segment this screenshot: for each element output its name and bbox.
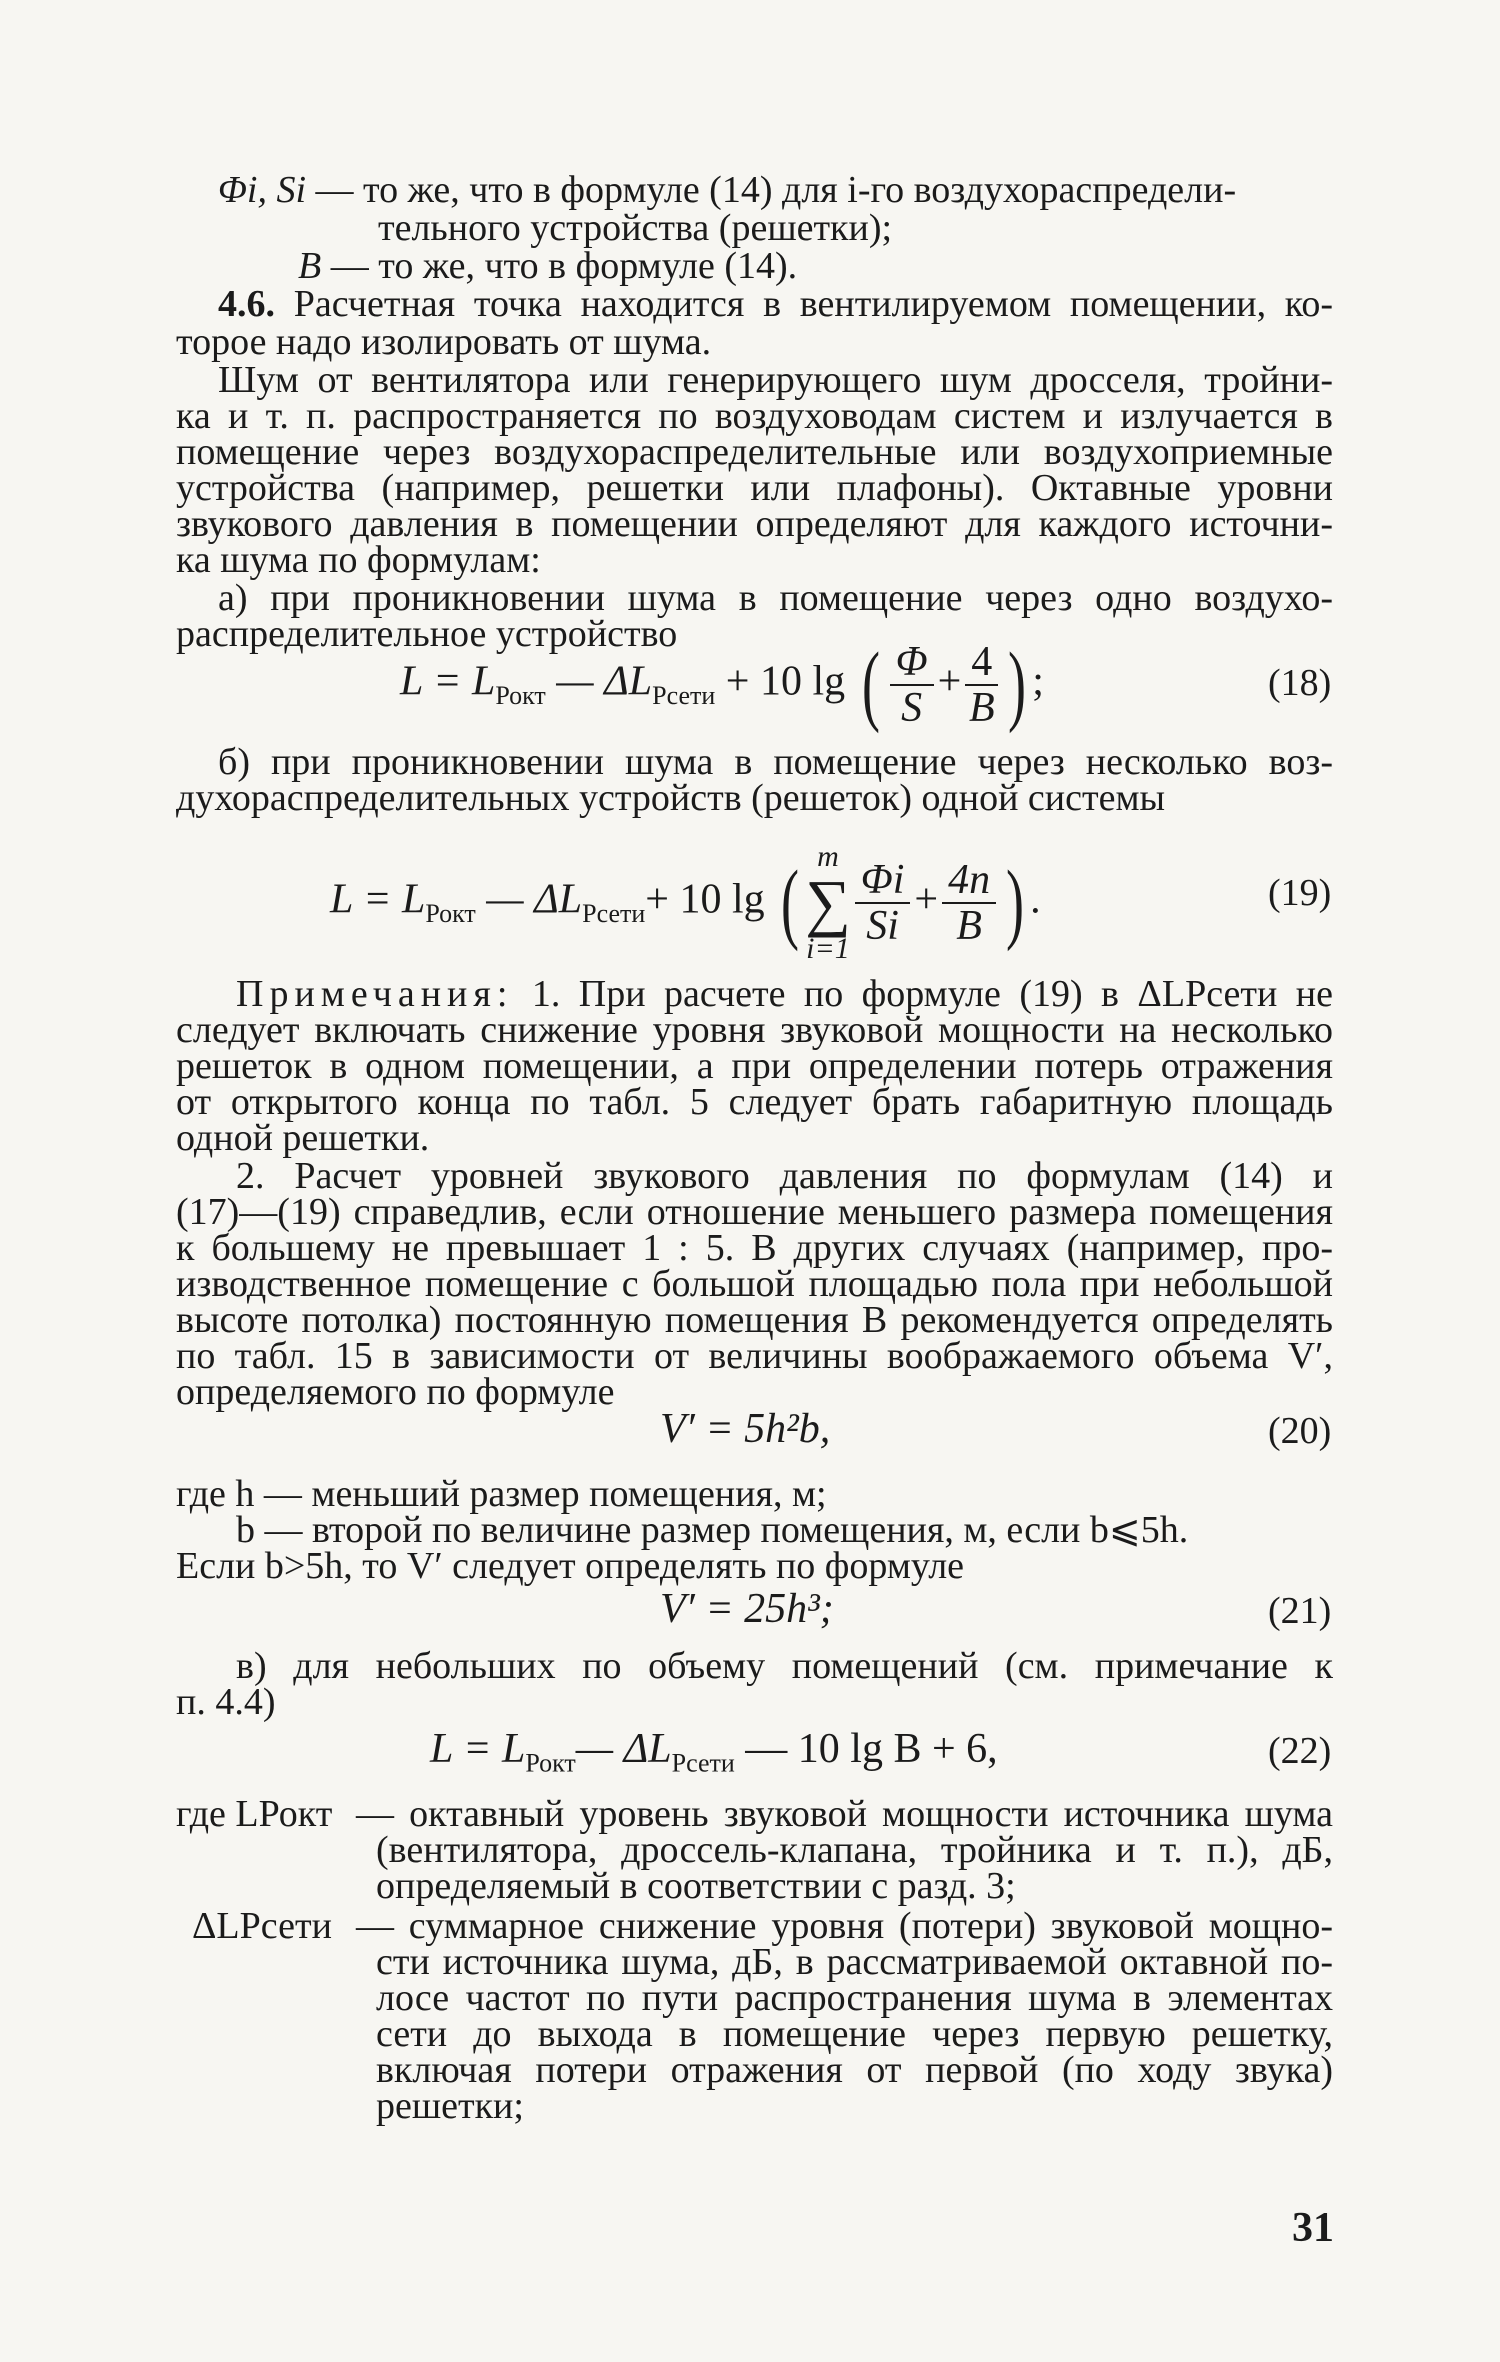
def-lpokt-line: (вентилятора, дроссель-клапана, тройника и т. п.), дБ, xyxy=(376,1829,1333,1871)
def-text: — то же, что в формуле (14). xyxy=(330,245,798,287)
equation-21: V′ = 25h³; xyxy=(660,1586,834,1632)
eq-part: L = L xyxy=(430,1726,526,1772)
paragraph-line: устройства (например, решетки или плафоны). Октавные уровни xyxy=(176,467,1333,509)
left-paren: ( xyxy=(861,635,880,734)
denominator: Si xyxy=(866,903,899,949)
def-term: Φi, Si xyxy=(218,169,307,211)
eq-part: L = L xyxy=(400,658,496,705)
eq-subscript: Рокт xyxy=(525,1748,576,1778)
paragraph-line: ка шума по формулам: xyxy=(176,539,541,581)
sum-sign: m ∑ i=1 xyxy=(805,840,851,965)
eq-part: + 10 lg xyxy=(645,876,765,923)
eq-subscript: Рокт xyxy=(425,899,476,929)
def-lpokt-line: — октавный уровень звуковой мощности источника шума xyxy=(356,1793,1333,1835)
left-paren: ( xyxy=(781,853,800,952)
note2-line: высоте потолка) постоянную помещения B рекомендуется определять xyxy=(176,1299,1333,1341)
section-4-6-line1 xyxy=(218,283,1333,325)
notes-line1 xyxy=(236,973,1333,1015)
eq-part: ; xyxy=(1032,658,1044,705)
equation-number-22: (22) xyxy=(1268,1730,1332,1772)
eq-part: — 10 lg B + 6, xyxy=(734,1726,998,1772)
equation-22 xyxy=(430,1724,998,1788)
paragraph-line: ка и т. п. распространяется по воздуховодам систем и излучается в xyxy=(176,395,1333,437)
eq-part: . xyxy=(1030,876,1041,923)
def-dlp-term: ΔLРсети xyxy=(192,1905,332,1947)
def-term: B xyxy=(298,245,322,287)
eq-part: — ΔL xyxy=(475,876,583,923)
paragraph-line: Шум от вентилятора или генерирующего шум дросселя, тройни- xyxy=(218,359,1333,401)
numerator: Φ xyxy=(890,640,934,686)
eq-subscript: Рсети xyxy=(671,1748,735,1778)
notes-heading: Примечания: xyxy=(236,973,514,1015)
def-lpokt-term: где LРокт xyxy=(176,1793,333,1835)
section-number: 4.6. xyxy=(218,283,275,325)
paragraph-line: звукового давления в помещении определяют для каждого источни- xyxy=(176,503,1333,545)
def-dlp-line: — суммарное снижение уровня (потери) звуковой мощно- xyxy=(356,1905,1333,1947)
case-c-line2: п. 4.4) xyxy=(176,1681,276,1723)
def-phi-s xyxy=(218,169,1333,211)
def-text: тельного устройства (решетки); xyxy=(378,207,893,249)
where-b: b — второй по величине размер помещения, м, если b⩽5h. xyxy=(236,1509,1189,1551)
case-b-line2: духораспределительных устройств (решеток) одной системы xyxy=(176,777,1166,819)
note2-line: к большему не превышает 1 : 5. В других случаях (например, про- xyxy=(176,1227,1333,1269)
denominator: B xyxy=(968,685,995,731)
eq-subscript: Рсети xyxy=(582,899,646,929)
eq-part: — ΔL xyxy=(545,658,653,705)
fraction xyxy=(890,640,934,730)
note2-line: определяемого по формуле xyxy=(176,1371,615,1413)
denominator: B xyxy=(956,903,982,949)
fraction xyxy=(942,858,996,948)
numerator: Φi xyxy=(855,858,911,904)
equation-number-20: (20) xyxy=(1268,1410,1332,1452)
notes-line: решеток в одном помещении, а при определении потерь отражения xyxy=(176,1045,1333,1087)
sum-lower: i=1 xyxy=(806,932,850,965)
numerator: 4 xyxy=(965,640,998,686)
eq-subscript: Рокт xyxy=(495,681,546,711)
case-b-line1: б) при проникновении шума в помещение через несколько воз- xyxy=(218,741,1333,783)
paragraph-text: Расчетная точка находится в вентилируемом помещении, ко- xyxy=(293,283,1333,325)
if-b: Если b>5h, то V′ следует определять по формуле xyxy=(176,1545,965,1587)
def-dlp-line: решетки; xyxy=(376,2085,524,2127)
right-paren: ) xyxy=(1008,635,1027,734)
notes-line: от открытого конца по табл. 5 следует брать габаритную площадь xyxy=(176,1081,1333,1123)
equation-18: $L = L_{Рокт}$ — $\Delta L_{Рсети} + 10$ lg ( $\frac{\Phi}{S}$ + $\frac{4}{B}$ ) ; xyxy=(400,635,1044,734)
eq-part: L = L xyxy=(330,876,426,923)
def-lpokt-line: определяемый в соответствии с разд. 3; xyxy=(376,1865,1016,1907)
equation-number-21: (21) xyxy=(1268,1590,1332,1632)
note2-line: по табл. 15 в зависимости от величины воображаемого объема V′, xyxy=(176,1335,1333,1377)
fraction xyxy=(855,858,911,948)
paragraph-text: торое надо изолировать от шума. xyxy=(176,321,712,363)
equation-number-19: (19) xyxy=(1268,872,1332,914)
note2-line: 2. Расчет уровней звукового давления по формулам (14) и xyxy=(236,1155,1333,1197)
right-paren: ) xyxy=(1006,853,1025,952)
eq-subscript: Рсети xyxy=(652,681,716,711)
notes-line: следует включать снижение уровня звуковой мощности на несколько xyxy=(176,1009,1333,1051)
case-a-line1: а) при проникновении шума в помещение через одно воздухо- xyxy=(218,577,1333,619)
page-number: 31 xyxy=(1292,2205,1334,2251)
case-a-line2: распределительное устройство xyxy=(176,613,678,655)
def-dlp-line: сти источника шума, дБ, в рассматриваемой октавной по- xyxy=(376,1941,1333,1983)
fraction xyxy=(965,640,998,730)
denominator: S xyxy=(901,685,923,731)
note2-line: (17)—(19) справедлив, если отношение меньшего размера помещения xyxy=(176,1191,1333,1233)
where-h: где h — меньший размер помещения, м; xyxy=(176,1473,827,1515)
equation-20: V′ = 5h²b, xyxy=(660,1406,831,1452)
def-text: — то же, что в формуле (14) для i-го воздухораспредели- xyxy=(315,169,1237,211)
sum-upper: m xyxy=(817,840,839,873)
eq-part: — ΔL xyxy=(575,1726,672,1772)
def-dlp-line: сети до выхода в помещение через первую решетку, xyxy=(376,2013,1333,2055)
def-dlp-line: лосе частот по пути распространения шума в элементах xyxy=(376,1977,1333,2019)
note2-line: изводственное помещение с большой площадью пола при небольшой xyxy=(176,1263,1333,1305)
notes-line: одной решетки. xyxy=(176,1117,430,1159)
numerator: 4n xyxy=(942,858,996,904)
section-4-6-line2 xyxy=(176,321,1336,363)
def-b xyxy=(298,245,1258,287)
equation-number-18: (18) xyxy=(1268,662,1332,704)
equation-19: $L = L_{Рокт}$ — $\Delta L_{Рсети}+ 10$ lg ( m ∑ i=1 $\frac{\Phi i}{Si}$ + $\frac{4n}{B}$ ) . xyxy=(330,838,1041,968)
paragraph-line: помещение через воздухораспределительные или воздухоприемные xyxy=(176,431,1333,473)
def-phi-s-cont xyxy=(378,207,1338,249)
notes-text: 1. При расчете по формуле (19) в ΔLРсети не xyxy=(513,973,1333,1015)
case-c-line1: в) для небольших по объему помещений (см. примечание к xyxy=(236,1645,1333,1687)
eq-part: + 10 lg xyxy=(715,658,846,705)
def-dlp-line: включая потери отражения от первой (по ходу звука) xyxy=(376,2049,1333,2091)
